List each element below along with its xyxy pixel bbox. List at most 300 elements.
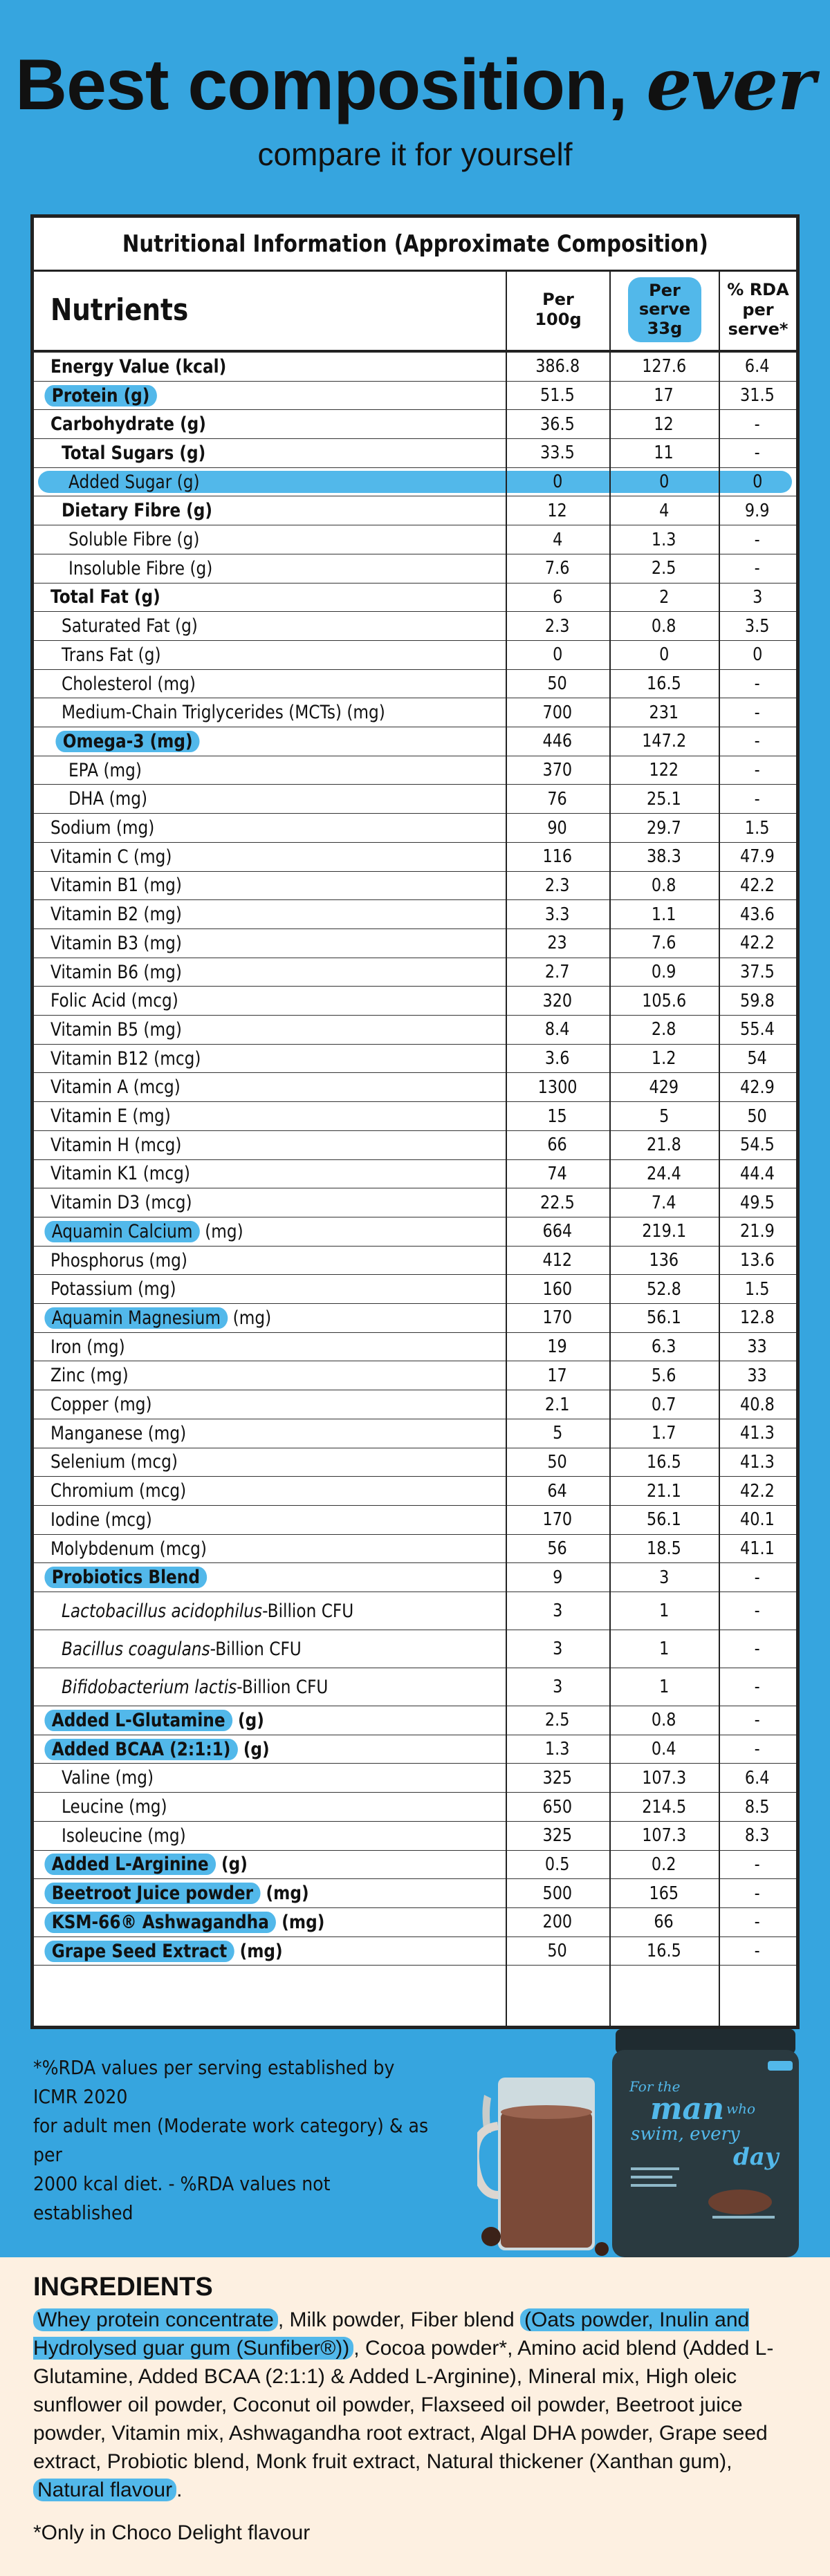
value-rda: 41.3	[740, 1451, 775, 1473]
value-per-100g: 23	[547, 933, 568, 954]
column-divider	[609, 353, 611, 2026]
table-row	[34, 785, 796, 814]
nutrient-name: Bifidobacterium lactis-Billion CFU	[62, 1676, 329, 1698]
table-row	[34, 900, 796, 929]
value-rda: 42.9	[740, 1076, 775, 1098]
table-row	[34, 1879, 796, 1908]
nutrient-name: Iron (mg)	[50, 1336, 125, 1358]
table-row	[34, 1016, 796, 1045]
value-per-serve: 105.6	[641, 990, 687, 1011]
value-rda: 59.8	[740, 990, 775, 1011]
nutrient-name: Added L-Arginine (g)	[50, 1851, 279, 1879]
value-per-serve: 7.6	[652, 933, 676, 954]
ingredient-highlight: (Oats powder, Inulin and Hydrolysed guar gum (Sunfiber®))	[33, 2308, 750, 2360]
table-row	[34, 1247, 796, 1276]
value-per-100g: 64	[547, 1480, 568, 1502]
table-row	[34, 1333, 796, 1362]
value-per-serve: 1	[658, 1677, 670, 1698]
table-row	[34, 1045, 796, 1074]
value-rda: 54	[747, 1048, 768, 1070]
table-row	[34, 1188, 796, 1217]
nutrient-name: Manganese (mg)	[50, 1422, 187, 1444]
nutrient-name: Dietary Fibre (g)	[62, 500, 212, 522]
nutrient-name: Aquamin Calcium (mg)	[50, 1217, 275, 1246]
nutrient-name: Vitamin A (mcg)	[50, 1076, 181, 1099]
value-rda: 55.4	[740, 1019, 775, 1040]
title-accent: ever	[646, 41, 815, 127]
value-per-serve: 12	[654, 413, 674, 435]
table-row	[34, 439, 796, 468]
nutrient-name: Phosphorus (mg)	[50, 1249, 187, 1271]
value-per-serve: 1.7	[652, 1423, 676, 1444]
nutrient-name: Lactobacillus acidophilus-Billion CFU	[62, 1600, 354, 1622]
value-per-serve: 16.5	[647, 1941, 681, 1962]
value-rda: 40.8	[740, 1394, 775, 1415]
value-per-100g: 50	[547, 1941, 568, 1962]
table-row	[34, 756, 796, 785]
nutrient-name: Vitamin D3 (mcg)	[50, 1192, 192, 1214]
value-per-100g: 412	[542, 1250, 573, 1271]
value-per-100g: 33.5	[540, 442, 575, 464]
value-rda: -	[754, 442, 761, 464]
value-rda: 1.5	[745, 1278, 770, 1300]
value-per-100g: 1.3	[545, 1739, 570, 1760]
table-row	[34, 670, 796, 699]
value-per-serve: 2.8	[652, 1019, 676, 1040]
value-per-100g: 50	[547, 673, 568, 695]
value-per-serve: 1.3	[652, 529, 676, 550]
cocoa-crumb	[481, 2227, 501, 2246]
ingredients-title: INGREDIENTS	[33, 2272, 213, 2302]
table-row	[34, 1275, 796, 1304]
jar-text: For the	[629, 2078, 681, 2095]
nutrient-name: Sodium (mg)	[50, 817, 155, 839]
table-title: Nutritional Information (Approximate Composition)	[34, 218, 796, 272]
nutrient-name: Energy Value (kcal)	[50, 355, 227, 377]
table-row	[34, 1506, 796, 1535]
nutrient-name: Vitamin E (mg)	[50, 1105, 171, 1128]
value-rda: 8.5	[745, 1796, 770, 1818]
value-per-serve: 21.1	[647, 1480, 681, 1502]
cocoa-crumb	[595, 2242, 609, 2256]
table-row	[34, 1706, 796, 1735]
value-per-100g: 7.6	[545, 558, 570, 579]
value-per-100g: 90	[547, 817, 568, 839]
nutrient-name: Omega-3 (mg)	[62, 727, 222, 756]
nutrient-name: Vitamin H (mcg)	[50, 1134, 182, 1156]
value-rda: -	[754, 1854, 761, 1875]
value-per-100g: 2.1	[545, 1394, 570, 1415]
value-per-100g: 325	[542, 1767, 573, 1789]
table-row	[34, 987, 796, 1016]
value-rda: 40.1	[740, 1509, 775, 1531]
value-per-100g: 650	[542, 1796, 573, 1818]
table-row	[34, 1448, 796, 1477]
value-rda: 47.9	[740, 846, 775, 868]
value-per-serve: 2.5	[652, 558, 676, 579]
table-row	[34, 353, 796, 382]
value-per-serve: 5	[658, 1105, 670, 1127]
value-per-serve: 147.2	[641, 731, 687, 752]
value-per-100g: 3	[552, 1639, 563, 1660]
value-per-serve: 0.4	[652, 1739, 676, 1760]
value-per-100g: 325	[542, 1825, 573, 1847]
value-rda: 41.3	[740, 1423, 775, 1444]
value-per-100g: 446	[542, 731, 573, 752]
value-per-100g: 664	[542, 1221, 573, 1242]
nutrient-name: KSM-66® Ashwagandha (mg)	[50, 1908, 369, 1936]
table-row	[34, 958, 796, 987]
jar-text: day	[733, 2143, 779, 2171]
value-per-serve: 56.1	[647, 1509, 681, 1531]
value-rda: 21.9	[740, 1221, 775, 1242]
table-row	[34, 1362, 796, 1391]
value-per-100g: 0	[552, 644, 563, 666]
value-per-100g: 3	[552, 1677, 563, 1698]
value-per-serve: 29.7	[647, 817, 681, 839]
table-row	[34, 1217, 796, 1247]
nutrient-name: Total Sugars (g)	[62, 442, 206, 464]
nutrient-name: Vitamin B2 (mg)	[50, 904, 182, 926]
value-per-serve: 0.8	[652, 615, 676, 637]
nutrient-name: Added Sugar (g)	[68, 471, 200, 493]
nutrient-name: Saturated Fat (g)	[62, 615, 198, 637]
value-per-serve: 0.8	[652, 1710, 676, 1731]
value-per-serve: 165	[649, 1883, 679, 1904]
value-per-serve: 0.9	[652, 962, 676, 983]
jar-text: who	[726, 2100, 756, 2117]
value-per-100g: 2.7	[545, 962, 570, 983]
nutrient-name: Iodine (mcg)	[50, 1509, 152, 1531]
value-rda: 42.2	[740, 1480, 775, 1502]
value-rda: -	[754, 760, 761, 781]
value-per-serve: 66	[654, 1912, 674, 1933]
table-row	[34, 1419, 796, 1448]
value-per-100g: 50	[547, 1451, 568, 1473]
ingredients-note: *Only in Choco Delight flavour	[33, 2521, 311, 2544]
per-serve-highlight: Per serve 33g	[628, 277, 701, 343]
value-per-100g: 116	[542, 846, 573, 868]
table-row	[34, 814, 796, 843]
value-per-serve: 0.8	[652, 875, 676, 896]
table-row	[34, 1668, 796, 1706]
value-rda: 54.5	[740, 1135, 775, 1156]
value-per-serve: 52.8	[647, 1278, 681, 1300]
column-divider	[506, 353, 507, 2026]
value-per-serve: 7.4	[652, 1192, 676, 1213]
value-per-100g: 6	[552, 586, 563, 608]
value-rda: 12.8	[740, 1307, 775, 1329]
value-rda: 44.4	[740, 1163, 775, 1184]
nutrient-name: Trans Fat (g)	[62, 644, 161, 666]
value-per-serve: 0	[658, 644, 670, 666]
value-per-100g: 386.8	[535, 356, 580, 377]
table-row	[34, 698, 796, 727]
value-per-serve: 25.1	[647, 788, 681, 810]
table-row	[34, 1822, 796, 1851]
nutrient-name: Copper (mg)	[50, 1394, 152, 1416]
value-per-100g: 15	[547, 1105, 568, 1127]
value-per-serve: 214.5	[641, 1796, 687, 1818]
nutrient-name: Bacillus coagulans-Billion CFU	[62, 1638, 302, 1660]
value-per-serve: 2	[658, 586, 670, 608]
value-rda: 3.5	[745, 615, 770, 637]
value-per-serve: 11	[654, 442, 674, 464]
value-per-100g: 170	[542, 1509, 573, 1531]
value-per-serve: 16.5	[647, 673, 681, 695]
value-per-serve: 5.6	[652, 1365, 676, 1386]
value-per-100g: 8.4	[545, 1019, 570, 1040]
column-divider	[719, 353, 720, 2026]
nutrition-table	[30, 214, 800, 2029]
value-rda: -	[754, 413, 761, 435]
nutrient-name: Grape Seed Extract (mg)	[50, 1937, 320, 1966]
value-rda: -	[754, 529, 761, 550]
value-per-serve: 3	[658, 1567, 670, 1588]
table-row	[34, 382, 796, 411]
value-per-serve: 18.5	[647, 1538, 681, 1560]
value-per-100g: 9	[552, 1567, 563, 1588]
value-per-100g: 0.5	[545, 1854, 570, 1875]
value-per-serve: 1.1	[652, 904, 676, 925]
value-per-100g: 200	[542, 1912, 573, 1933]
table-row	[34, 872, 796, 901]
table-row	[34, 1304, 796, 1333]
value-rda: -	[754, 1883, 761, 1904]
value-per-100g: 160	[542, 1278, 573, 1300]
table-row	[34, 641, 796, 670]
value-rda: -	[754, 1941, 761, 1962]
nutrient-name: Vitamin B1 (mg)	[50, 875, 182, 897]
nutrient-name: Folic Acid (mcg)	[50, 990, 178, 1012]
value-per-100g: 2.3	[545, 875, 570, 896]
value-per-100g: 2.5	[545, 1710, 570, 1731]
value-per-100g: 36.5	[540, 413, 575, 435]
value-rda: 37.5	[740, 962, 775, 983]
col-header-rda: % RDA per serve*	[719, 270, 796, 353]
nutrient-name: Selenium (mcg)	[50, 1451, 178, 1473]
value-per-100g: 22.5	[540, 1192, 575, 1213]
value-rda: 50	[747, 1105, 768, 1127]
value-rda: -	[754, 558, 761, 579]
nutrient-name: Medium-Chain Triglycerides (MCTs) (mg)	[62, 702, 385, 724]
value-per-100g: 2.3	[545, 615, 570, 637]
value-per-100g: 500	[542, 1883, 573, 1904]
table-row	[34, 554, 796, 584]
table-row	[34, 1563, 796, 1592]
table-row	[34, 584, 796, 613]
table-row	[34, 525, 796, 554]
value-per-100g: 170	[542, 1307, 573, 1329]
value-per-serve: 56.1	[647, 1307, 681, 1329]
value-per-serve: 0	[658, 472, 670, 493]
value-per-100g: 19	[547, 1336, 568, 1358]
value-rda: 0	[752, 472, 763, 493]
value-per-100g: 5	[552, 1423, 563, 1444]
value-rda: 9.9	[745, 500, 770, 521]
nutrient-name: EPA (mg)	[68, 759, 142, 781]
value-per-serve: 127.6	[641, 356, 687, 377]
value-per-serve: 16.5	[647, 1451, 681, 1473]
value-rda: 1.5	[745, 817, 770, 839]
value-rda: 33	[747, 1365, 768, 1386]
nutrient-name: Vitamin B5 (mg)	[50, 1018, 182, 1040]
value-rda: 43.6	[740, 904, 775, 925]
value-rda: -	[754, 1710, 761, 1731]
value-per-100g: 66	[547, 1135, 568, 1156]
nutrient-name: Zinc (mg)	[50, 1365, 129, 1387]
value-per-serve: 136	[649, 1250, 679, 1271]
table-row	[34, 1592, 796, 1630]
table-row	[34, 1764, 796, 1793]
table-row	[34, 1102, 796, 1131]
value-per-serve: 24.4	[647, 1163, 681, 1184]
value-per-100g: 1300	[537, 1076, 578, 1098]
page-title	[0, 41, 830, 127]
value-rda: 41.1	[740, 1538, 775, 1560]
nutrient-name: Chromium (mcg)	[50, 1480, 187, 1502]
value-rda: 0	[752, 644, 763, 666]
table-row	[34, 1630, 796, 1668]
value-per-serve: 219.1	[641, 1221, 687, 1242]
table-row	[34, 1793, 796, 1822]
nutrient-name: Soluble Fibre (g)	[68, 529, 200, 551]
ingredient-highlight: Natural flavour	[33, 2479, 176, 2501]
table-row	[34, 1851, 796, 1880]
nutrient-name: Added L-Glutamine (g)	[50, 1706, 299, 1735]
table-row	[34, 612, 796, 641]
jar-text: swim, every	[631, 2124, 740, 2145]
value-per-100g: 51.5	[540, 385, 575, 407]
table-row	[34, 1131, 796, 1160]
nutrient-name: Probiotics Blend	[50, 1563, 232, 1592]
table-row	[34, 1074, 796, 1103]
table-row	[34, 410, 796, 439]
value-rda: 6.4	[745, 356, 770, 377]
value-per-serve: 4	[658, 500, 670, 521]
value-per-serve: 1.2	[652, 1048, 676, 1070]
ingredients-section	[0, 2257, 830, 2576]
value-per-100g: 370	[542, 760, 573, 781]
chocolate-drink-glass	[477, 2078, 595, 2250]
col-header-per-100g: Per 100g	[506, 270, 609, 353]
value-rda: 42.2	[740, 875, 775, 896]
value-per-serve: 107.3	[641, 1767, 687, 1789]
value-per-serve: 0.2	[652, 1854, 676, 1875]
table-row	[34, 1735, 796, 1764]
value-per-100g: 700	[542, 702, 573, 723]
page-subtitle: compare it for yourself	[257, 136, 573, 172]
product-image	[477, 2029, 809, 2257]
value-per-serve: 0.7	[652, 1394, 676, 1415]
nutrient-name: Vitamin K1 (mcg)	[50, 1163, 190, 1185]
table-row	[34, 1390, 796, 1419]
nutrient-name: Potassium (mg)	[50, 1278, 176, 1300]
value-per-serve: 21.8	[647, 1135, 681, 1156]
value-per-serve: 107.3	[641, 1825, 687, 1847]
nutrient-name: Carbohydrate (g)	[50, 413, 206, 436]
value-rda: 42.2	[740, 933, 775, 954]
col-header-per-serve	[609, 270, 719, 353]
value-per-100g: 74	[547, 1163, 568, 1184]
value-rda: -	[754, 1677, 761, 1698]
value-rda: -	[754, 1739, 761, 1760]
nutrient-name: Insoluble Fibre (g)	[68, 557, 213, 579]
value-rda: -	[754, 1600, 761, 1622]
value-per-100g: 12	[547, 500, 568, 521]
table-row	[34, 468, 796, 497]
value-rda: -	[754, 1912, 761, 1933]
value-per-100g: 17	[547, 1365, 568, 1386]
nutrient-name: Isoleucine (mg)	[62, 1824, 186, 1847]
table-row	[34, 1535, 796, 1564]
nutrient-name: Valine (mg)	[62, 1767, 154, 1789]
value-rda: -	[754, 702, 761, 723]
nutrient-name: Vitamin B12 (mcg)	[50, 1047, 201, 1070]
value-per-100g: 4	[552, 529, 563, 550]
value-per-serve: 1	[658, 1600, 670, 1622]
value-per-100g: 320	[542, 990, 573, 1011]
nutrient-name: Leucine (mg)	[62, 1796, 167, 1818]
value-per-serve: 122	[649, 760, 679, 781]
value-per-100g: 76	[547, 788, 568, 810]
nutrient-name: DHA (mg)	[68, 788, 148, 810]
value-rda: -	[754, 673, 761, 695]
table-row	[34, 1937, 796, 1966]
nutrient-name: Vitamin B6 (mg)	[50, 961, 182, 983]
nutrient-name: Aquamin Magnesium (mg)	[50, 1304, 307, 1332]
value-per-100g: 3.6	[545, 1048, 570, 1070]
nutrient-name: Protein (g)	[50, 382, 174, 410]
jar-text: man	[650, 2091, 725, 2127]
value-per-100g: 0	[552, 472, 563, 493]
value-rda: 49.5	[740, 1192, 775, 1213]
table-row	[34, 727, 796, 756]
value-per-serve: 429	[649, 1076, 679, 1098]
value-per-100g: 56	[547, 1538, 568, 1560]
value-rda: -	[754, 731, 761, 752]
table-row	[34, 1160, 796, 1189]
table-row	[34, 1477, 796, 1506]
nutrient-name: Total Fat (g)	[50, 586, 160, 608]
value-per-serve: 231	[649, 702, 679, 723]
product-jar	[612, 2029, 799, 2257]
value-rda: -	[754, 788, 761, 810]
value-per-100g: 3.3	[545, 904, 570, 925]
value-per-100g: 3	[552, 1600, 563, 1622]
value-per-serve: 6.3	[652, 1336, 676, 1358]
nutrient-name: Added BCAA (2:1:1) (g)	[50, 1735, 305, 1764]
value-rda: 3	[752, 586, 763, 608]
table-row	[34, 497, 796, 526]
value-per-serve: 38.3	[647, 846, 681, 868]
nutrient-name: Molybdenum (mcg)	[50, 1538, 207, 1560]
rda-footnote: *%RDA values per serving established by ICMR 2020 for adult men (Moderate work category) & as per 2000 kcal diet. - %RDA values not established	[33, 2056, 429, 2224]
table-row	[34, 929, 796, 958]
ingredient-highlight: Whey protein concentrate	[33, 2308, 278, 2331]
value-rda: 13.6	[740, 1250, 775, 1271]
value-rda: 6.4	[745, 1767, 770, 1789]
value-rda: 8.3	[745, 1825, 770, 1847]
table-row	[34, 843, 796, 872]
value-rda: 33	[747, 1336, 768, 1358]
col-header-nutrients: Nutrients	[34, 270, 506, 353]
value-rda: 31.5	[740, 385, 775, 407]
value-rda: -	[754, 1567, 761, 1588]
nutrient-name: Vitamin C (mg)	[50, 846, 172, 868]
value-rda: -	[754, 1639, 761, 1660]
value-per-serve: 17	[654, 385, 674, 407]
